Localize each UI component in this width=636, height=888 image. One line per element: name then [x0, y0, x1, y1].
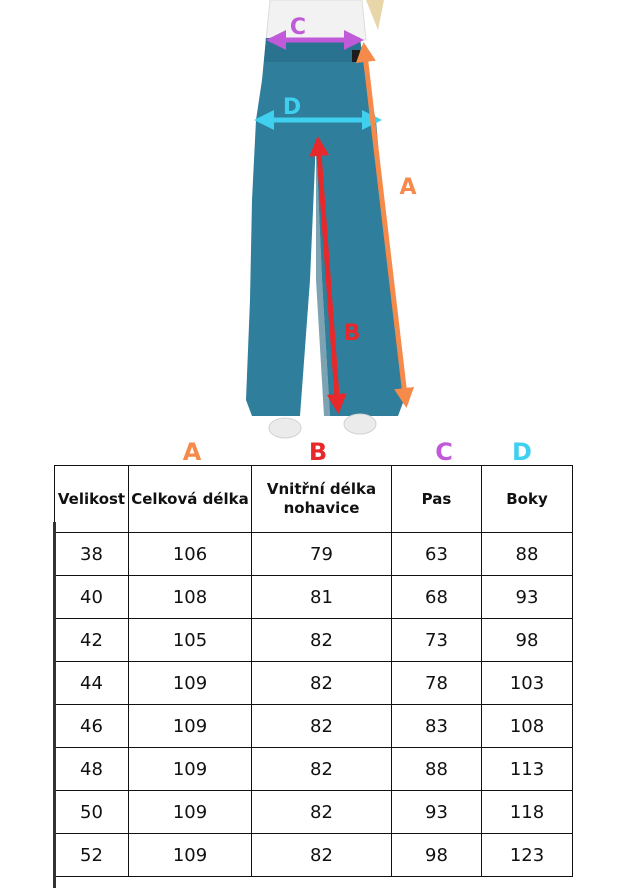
column-letter-a: A: [182, 438, 202, 466]
column-letter-c: C: [435, 438, 453, 466]
cell-boky: 118: [482, 791, 573, 834]
cell-velikost: 40: [55, 576, 129, 619]
cell-pas: 83: [392, 705, 482, 748]
cell-pas: 68: [392, 576, 482, 619]
cell-vnitrni-delka: 82: [252, 662, 392, 705]
header-celkova-delka: Celková délka: [129, 466, 252, 533]
table-row: [55, 834, 573, 877]
cell-pas: 88: [392, 748, 482, 791]
header-vnitrni-delka: Vnitřní délka nohavice: [252, 466, 392, 533]
table-row: [55, 619, 573, 662]
cell-celkova-delka: 105: [129, 619, 252, 662]
cell-vnitrni-delka: 81: [252, 576, 392, 619]
cell-celkova-delka: 109: [129, 748, 252, 791]
model-shoes: [269, 414, 376, 438]
cell-vnitrni-delka: 82: [252, 834, 392, 877]
table-row: [55, 662, 573, 705]
table-row: [55, 791, 573, 834]
column-letter-b: B: [308, 438, 328, 466]
model-torso: [266, 0, 384, 40]
cell-pas: 73: [392, 619, 482, 662]
cell-vnitrni-delka: 82: [252, 748, 392, 791]
header-velikost: Velikost: [55, 466, 129, 533]
cell-boky: 98: [482, 619, 573, 662]
cell-vnitrni-delka: 79: [252, 533, 392, 576]
cell-boky: 103: [482, 662, 573, 705]
cell-boky: 123: [482, 834, 573, 877]
cell-celkova-delka: 108: [129, 576, 252, 619]
cell-boky: 88: [482, 533, 573, 576]
header-pas: Pas: [392, 466, 482, 533]
table-row: [55, 533, 573, 576]
cell-velikost: 48: [55, 748, 129, 791]
cell-velikost: 50: [55, 791, 129, 834]
cell-pas: 93: [392, 791, 482, 834]
cell-velikost: 44: [55, 662, 129, 705]
cell-velikost: 46: [55, 705, 129, 748]
left-edge-bar: [53, 522, 56, 888]
cell-vnitrni-delka: 82: [252, 619, 392, 662]
cell-celkova-delka: 109: [129, 791, 252, 834]
cell-vnitrni-delka: 82: [252, 705, 392, 748]
table-row: [55, 748, 573, 791]
cell-celkova-delka: 109: [129, 662, 252, 705]
cell-celkova-delka: 106: [129, 533, 252, 576]
size-chart-table: [54, 465, 573, 877]
waist-label-tag: [352, 50, 360, 62]
label-d: D: [282, 95, 302, 120]
label-c: C: [289, 15, 307, 40]
column-letter-d: D: [512, 438, 532, 466]
cell-velikost: 52: [55, 834, 129, 877]
cell-celkova-delka: 109: [129, 705, 252, 748]
cell-boky: 108: [482, 705, 573, 748]
table-header-row: [55, 466, 573, 533]
cell-pas: 98: [392, 834, 482, 877]
header-boky: Boky: [482, 466, 573, 533]
cell-pas: 78: [392, 662, 482, 705]
cell-celkova-delka: 109: [129, 834, 252, 877]
label-b: B: [343, 321, 361, 346]
cell-boky: 113: [482, 748, 573, 791]
table-row: [55, 705, 573, 748]
cell-vnitrni-delka: 82: [252, 791, 392, 834]
cell-velikost: 42: [55, 619, 129, 662]
table-row: [55, 576, 573, 619]
cell-velikost: 38: [55, 533, 129, 576]
trousers-measurement-illustration: [0, 0, 636, 440]
cell-boky: 93: [482, 576, 573, 619]
cell-pas: 63: [392, 533, 482, 576]
label-a: A: [399, 175, 417, 200]
